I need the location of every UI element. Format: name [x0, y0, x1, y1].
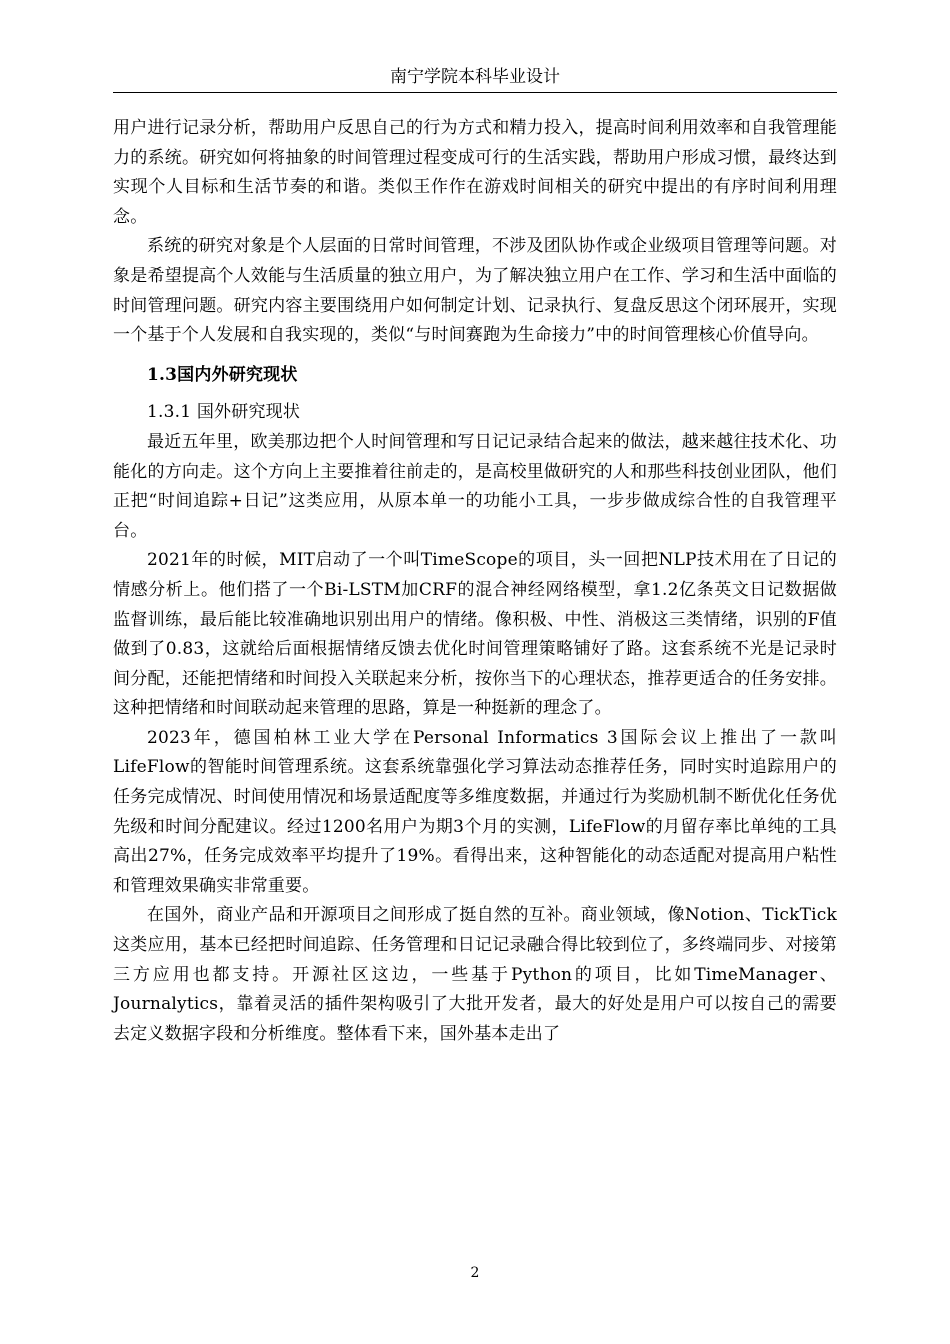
paragraph-research-object: 系统的研究对象是个人层面的日常时间管理，不涉及团队协作或企业级项目管理等问题。对象是希望提高个人效能与生活质量的独立用户，为了解决独立用户在工作、学习和生活中面临的时间管理问题。研究内容主要围绕用户如何制定计划、记录执行、复盘反思这个闭环展开，实现一个基于个人发展和自我实现的，类似“与时间赛跑为生命接力”中的时间管理核心价值导向。 [113, 236, 837, 346]
paragraph-continued: 用户进行记录分析，帮助用户反思自己的行为方式和精力投入，提高时间利用效率和自我管理能力的系统。研究如何将抽象的时间管理过程变成可行的生活实践，帮助用户形成习惯，最终达到实现个人目标和生活节奏的和谐。类似王作作在游戏时间相关的研究中提出的有序时间利用理念。 [113, 118, 837, 227]
page-header: 南宁学院本科毕业设计 [390, 67, 560, 87]
page-number: 2 [470, 1265, 480, 1281]
section-heading: 1.3国内外研究现状 [147, 364, 298, 385]
paragraph-timescope: 2021年的时候，MIT启动了一个叫TimeScope的项目，头一回把NLP技术用在了日记的情感分析上。他们搭了一个Bi-LSTM加CRF的混合神经网络模型，拿1.2亿条英文日记数据做监督训练，最后能比较准确地识别出用户的情绪。像积极、中性、消极这三类情绪，识别的F值做到了0.83，这就给后面根据情绪反馈去优化时间管理策略铺好了路。这套系统不光是记录时间分配，还能把情绪和时间投入关联起来分析，按你当下的心理状态，推荐更适合的任务安排。这种把情绪和时间联动起来管理的思路，算是一种挺新的理念了。 [113, 550, 837, 719]
subsection-heading: 1.3.1 国外研究现状 [147, 402, 301, 423]
header-rule [113, 92, 837, 93]
paragraph-lifeflow: 2023年，德国柏林工业大学在Personal Informatics 3国际会议上推出了一款叫LifeFlow的智能时间管理系统。这套系统靠强化学习算法动态推荐任务，同时实时追踪用户的任务完成情况、时间使用情况和场景适配度等多维度数据，并通过行为奖励机制不断优化任务优先级和时间分配建议。经过1200名用户为期3个月的实测，LifeFlow的月留存率比单纯的工具高出27%，任务完成效率平均提升了19%。看得出来，这种智能化的动态适配对提高用户粘性和管理效果确实非常重要。 [113, 727, 837, 896]
paragraph-commercial-open-source: 在国外，商业产品和开源项目之间形成了挺自然的互补。商业领域，像Notion、TickTick这类应用，基本已经把时间追踪、任务管理和日记记录融合得比较到位了，多终端同步、对接第三方应用也都支持。开源社区这边，一些基于Python的项目，比如TimeManager、Journalytics，靠着灵活的插件架构吸引了大批开发者，最大的好处是用户可以按自己的需要去定义数据字段和分析维度。整体看下来，国外基本走出了 [113, 905, 837, 1044]
document-body [113, 114, 837, 1049]
paragraph-overview: 最近五年里，欧美那边把个人时间管理和写日记记录结合起来的做法，越来越往技术化、功能化的方向走。这个方向上主要推着往前走的，是高校里做研究的人和那些科技创业团队，他们正把“时间追踪+日记”这类应用，从原本单一的功能小工具，一步步做成综合性的自我管理平台。 [113, 431, 837, 541]
